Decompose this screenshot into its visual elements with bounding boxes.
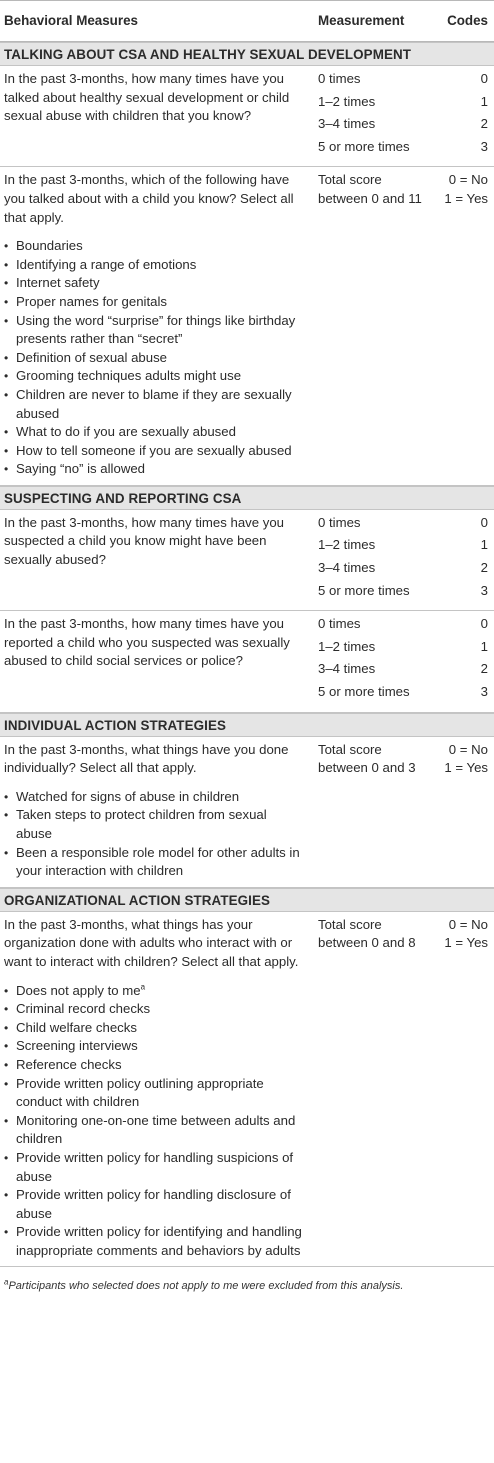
list-item xyxy=(4,982,302,1001)
measurement-cell xyxy=(308,171,426,208)
list-item-label: Does not apply to me xyxy=(16,982,141,998)
table-header xyxy=(0,0,494,42)
measurement-option: 5 or more times xyxy=(318,138,410,154)
option-list xyxy=(4,788,302,881)
list-item xyxy=(4,312,302,349)
list-item-label: Children are never to blame if they are sexually abused xyxy=(16,386,292,421)
code-value: 1 xyxy=(480,537,488,553)
list-item-label: Child welfare checks xyxy=(16,1019,137,1035)
measurement-option: 0 times xyxy=(318,514,361,530)
measurement-option: 0 times xyxy=(318,71,361,86)
list-item xyxy=(4,349,302,368)
code-value: 3 xyxy=(480,138,488,154)
question-text: In the past 3-months, what things have you done individually? Select all that apply. xyxy=(4,741,289,776)
code-value: 2 xyxy=(480,560,488,576)
question-cell xyxy=(0,741,308,881)
list-item-label: Using the word “surprise” for things like birthday presents rather than “secret” xyxy=(16,312,296,347)
question-cell xyxy=(0,70,308,126)
question-text: In the past 3-months, what things has your organization done with adults who interact with or want to interact with children? Select all that apply. xyxy=(4,916,299,969)
section-title: SUSPECTING AND REPORTING CSA xyxy=(0,486,494,510)
list-item xyxy=(4,1186,302,1223)
list-item xyxy=(4,293,302,312)
table-row xyxy=(0,737,494,888)
measurement-text: Total score between 0 and 8 xyxy=(318,916,416,951)
header-behavioral-measures: Behavioral Measures xyxy=(4,12,138,28)
measurement-text: Total score between 0 and 11 xyxy=(318,172,422,206)
measurement-option: 5 or more times xyxy=(318,582,410,598)
list-item xyxy=(4,460,302,479)
measurement-option: 0 times xyxy=(318,616,361,632)
measurement-cell xyxy=(308,70,426,160)
question-text: In the past 3-months, how many times have you reported a child who you suspected was sexually abused to child social services or police? xyxy=(4,616,290,669)
table-body xyxy=(0,42,494,1267)
list-item-label: Saying “no” is allowed xyxy=(16,461,146,477)
question-cell xyxy=(0,615,308,671)
code-value: 2 xyxy=(480,116,488,132)
measurement-option: 3–4 times xyxy=(318,661,376,677)
measurement-text: Total score between 0 and 3 xyxy=(318,741,416,776)
list-item xyxy=(4,1112,302,1149)
section-title: TALKING ABOUT CSA AND HEALTHY SEXUAL DEVELOPMENT xyxy=(0,42,494,66)
list-item xyxy=(4,1037,302,1056)
section-title: INDIVIDUAL ACTION STRATEGIES xyxy=(0,713,494,737)
question-cell xyxy=(0,916,308,1261)
list-item xyxy=(4,274,302,293)
list-item xyxy=(4,386,302,423)
measurement-option: 1–2 times xyxy=(318,537,376,553)
question-cell xyxy=(0,171,308,479)
header-codes: Codes xyxy=(447,12,488,28)
measurement-option: 1–2 times xyxy=(318,638,376,654)
list-item xyxy=(4,1075,302,1112)
measurement-option: 3–4 times xyxy=(318,560,376,576)
codes-cell xyxy=(426,615,494,705)
code-value: 1 = Yes xyxy=(444,760,488,776)
list-item-label: Proper names for genitals xyxy=(16,293,167,309)
measurement-option: 5 or more times xyxy=(318,684,410,700)
code-value: 0 xyxy=(480,616,488,632)
codes-cell xyxy=(426,741,494,778)
list-item xyxy=(4,367,302,386)
code-value: 1 xyxy=(480,638,488,654)
list-item-label: Watched for signs of abuse in children xyxy=(16,788,240,804)
list-item xyxy=(4,237,302,256)
list-item-label: Screening interviews xyxy=(16,1038,138,1054)
footnote-text: Participants who selected does not apply to me were excluded from this analysis. xyxy=(8,1280,404,1293)
code-value: 0 = No xyxy=(448,916,488,932)
code-value: 1 = Yes xyxy=(444,935,488,951)
measurement-option: 1–2 times xyxy=(318,93,376,109)
footnote xyxy=(0,1267,494,1296)
table-row xyxy=(0,510,494,611)
list-item-label: Definition of sexual abuse xyxy=(16,349,168,365)
list-item xyxy=(4,844,302,881)
table-row xyxy=(0,611,494,712)
list-item xyxy=(4,1019,302,1038)
list-item xyxy=(4,256,302,275)
list-item-label: Provide written policy for handling disclosure of abuse xyxy=(16,1187,291,1221)
codes-cell xyxy=(426,916,494,953)
table-row xyxy=(0,167,494,486)
list-item-label: Been a responsible role model for other adults in your interaction with children xyxy=(16,844,300,879)
table-row xyxy=(0,912,494,1268)
code-value: 3 xyxy=(480,582,488,598)
measurement-cell xyxy=(308,916,426,953)
code-value: 1 = Yes xyxy=(444,190,488,206)
codes-cell xyxy=(426,514,494,604)
list-item-label: Taken steps to protect children from sexual abuse xyxy=(16,807,267,841)
question-cell xyxy=(0,514,308,570)
code-value: 0 xyxy=(480,514,488,530)
measurement-cell xyxy=(308,741,426,778)
list-item-label: How to tell someone if you are sexually abused xyxy=(16,442,292,458)
list-item xyxy=(4,788,302,807)
footnote-marker: a xyxy=(4,1277,9,1287)
list-item xyxy=(4,442,302,461)
code-value: 2 xyxy=(480,661,488,677)
list-item xyxy=(4,1000,302,1019)
measurement-option: 3–4 times xyxy=(318,116,376,132)
list-item-label: Internet safety xyxy=(16,275,100,291)
question-text: In the past 3-months, how many times have you suspected a child you know might have been sexually abused? xyxy=(4,514,285,568)
list-item-label: Monitoring one-on-one time between adults and children xyxy=(16,1112,296,1147)
list-item-label: Identifying a range of emotions xyxy=(16,256,197,272)
code-value: 1 xyxy=(480,93,488,109)
list-item-label: Provide written policy outlining appropriate conduct with children xyxy=(16,1075,264,1110)
table-row xyxy=(0,66,494,167)
measurement-cell xyxy=(308,615,426,705)
option-list xyxy=(4,982,302,1261)
list-item xyxy=(4,1149,302,1186)
measurement-cell xyxy=(308,514,426,604)
list-item-label: Boundaries xyxy=(16,238,83,254)
code-value: 0 = No xyxy=(448,741,488,757)
list-item xyxy=(4,1056,302,1075)
question-text: In the past 3-months, which of the following have you talked about with a child you know? Select all that apply. xyxy=(4,172,294,225)
codes-cell xyxy=(426,171,494,208)
list-item xyxy=(4,1223,302,1260)
section-title: ORGANIZATIONAL ACTION STRATEGIES xyxy=(0,888,494,912)
option-list xyxy=(4,237,302,479)
footnote-ref: a xyxy=(140,982,146,992)
list-item xyxy=(4,423,302,442)
question-text: In the past 3-months, how many times have you talked about healthy sexual development or child sexual abuse with children that you know? xyxy=(4,71,290,124)
list-item-label: Provide written policy for identifying and handling inappropriate comments and behaviors by adults xyxy=(16,1224,302,1258)
list-item-label: What to do if you are sexually abused xyxy=(16,424,236,440)
code-value: 0 xyxy=(480,71,488,86)
list-item-label: Provide written policy for handling suspicions of abuse xyxy=(16,1149,294,1184)
list-item-label: Grooming techniques adults might use xyxy=(16,368,242,384)
list-item-label: Reference checks xyxy=(16,1056,122,1072)
codes-cell xyxy=(426,70,494,160)
header-measurement: Measurement xyxy=(318,12,405,28)
code-value: 0 = No xyxy=(448,172,488,188)
list-item xyxy=(4,806,302,843)
code-value: 3 xyxy=(480,684,488,700)
list-item-label: Criminal record checks xyxy=(16,1001,151,1017)
